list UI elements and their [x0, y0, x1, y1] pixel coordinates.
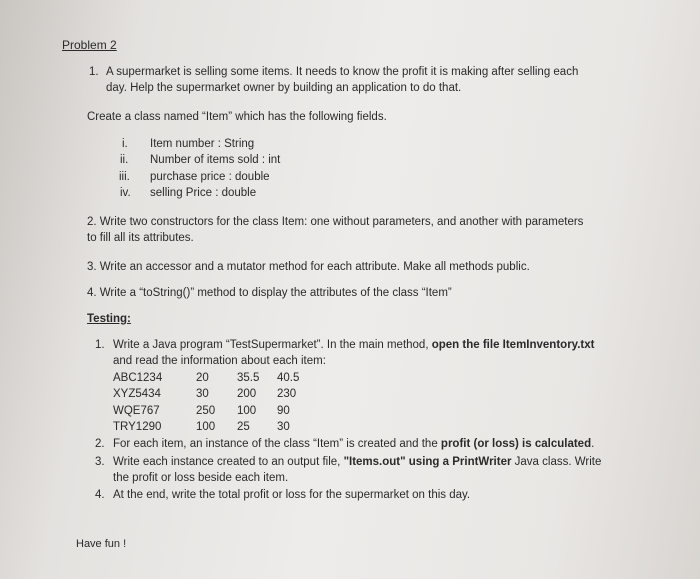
field-num: iii. [119, 171, 130, 183]
data-cell: TRY1290 [113, 421, 162, 433]
field-num: ii. [120, 154, 129, 166]
task3-text: 3. Write an accessor and a mutator method for each attribute. Make all methods public. [87, 261, 530, 273]
field-text: selling Price : double [150, 187, 257, 199]
task1-line2: day. Help the supermarket owner by building an application to do that. [106, 82, 462, 94]
data-cell: ABC1234 [113, 372, 163, 384]
field-num: i. [122, 138, 128, 150]
testing2-post: . [591, 438, 595, 450]
field-text: Number of items sold : int [150, 154, 281, 166]
data-cell: 230 [277, 388, 297, 400]
testing-heading: Testing: [87, 313, 131, 325]
testing3-line1 [113, 456, 601, 468]
task4-text: 4. Write a “toString()” method to display the attributes of the class “Item” [87, 287, 452, 299]
testing1-bold: open the file ItemInventory.txt [431, 339, 595, 351]
testing4-text: At the end, write the total profit or loss for the supermarket on this day. [113, 489, 471, 501]
data-cell: 100 [237, 405, 257, 417]
data-cell: 100 [196, 421, 216, 433]
data-cell: 90 [277, 405, 290, 417]
testing1-number: 1. [95, 339, 105, 351]
task2-line2: to fill all its attributes. [87, 232, 194, 244]
data-cell: XYZ5434 [113, 388, 161, 400]
data-cell: 25 [237, 421, 250, 433]
testing1-line2: and read the information about each item: [113, 355, 326, 367]
field-text: Item number : String [150, 138, 255, 150]
create-class-text: Create a class named “Item” which has the following fields. [87, 111, 387, 123]
task1-line1: A supermarket is selling some items. It needs to know the profit it is making after selling each [106, 66, 579, 78]
testing4-number: 4. [95, 489, 105, 501]
testing3-bold: "Items.out" using a PrintWriter [343, 456, 512, 468]
testing2-line [113, 438, 594, 450]
field-text: purchase price : double [150, 171, 270, 183]
task1-number: 1. [89, 66, 99, 78]
testing3-number: 3. [95, 456, 105, 468]
testing1-text: Write a Java program “TestSupermarket”. In the main method, [113, 339, 432, 351]
testing2-text: For each item, an instance of the class “Item” is created and the [113, 438, 441, 450]
data-cell: 200 [237, 388, 257, 400]
data-cell: 35.5 [237, 372, 260, 384]
data-cell: WQE767 [113, 405, 160, 417]
testing2-number: 2. [95, 438, 105, 450]
data-cell: 40.5 [277, 372, 300, 384]
problem-title: Problem 2 [62, 38, 117, 52]
testing3-text: Write each instance created to an output file, [113, 456, 344, 468]
data-cell: 20 [196, 372, 209, 384]
testing3-line2: the profit or loss beside each item. [113, 472, 289, 484]
field-num: iv. [120, 187, 131, 199]
testing3-post: Java class. Write [511, 456, 602, 468]
data-cell: 250 [196, 405, 216, 417]
data-cell: 30 [277, 421, 290, 433]
testing2-bold: profit (or loss) is calculated [440, 438, 592, 450]
closing-text: Have fun ! [76, 538, 127, 550]
task2-line1: 2. Write two constructors for the class Item: one without parameters, and another with parameters [87, 216, 584, 228]
testing1-line1 [113, 339, 594, 351]
data-cell: 30 [196, 388, 209, 400]
